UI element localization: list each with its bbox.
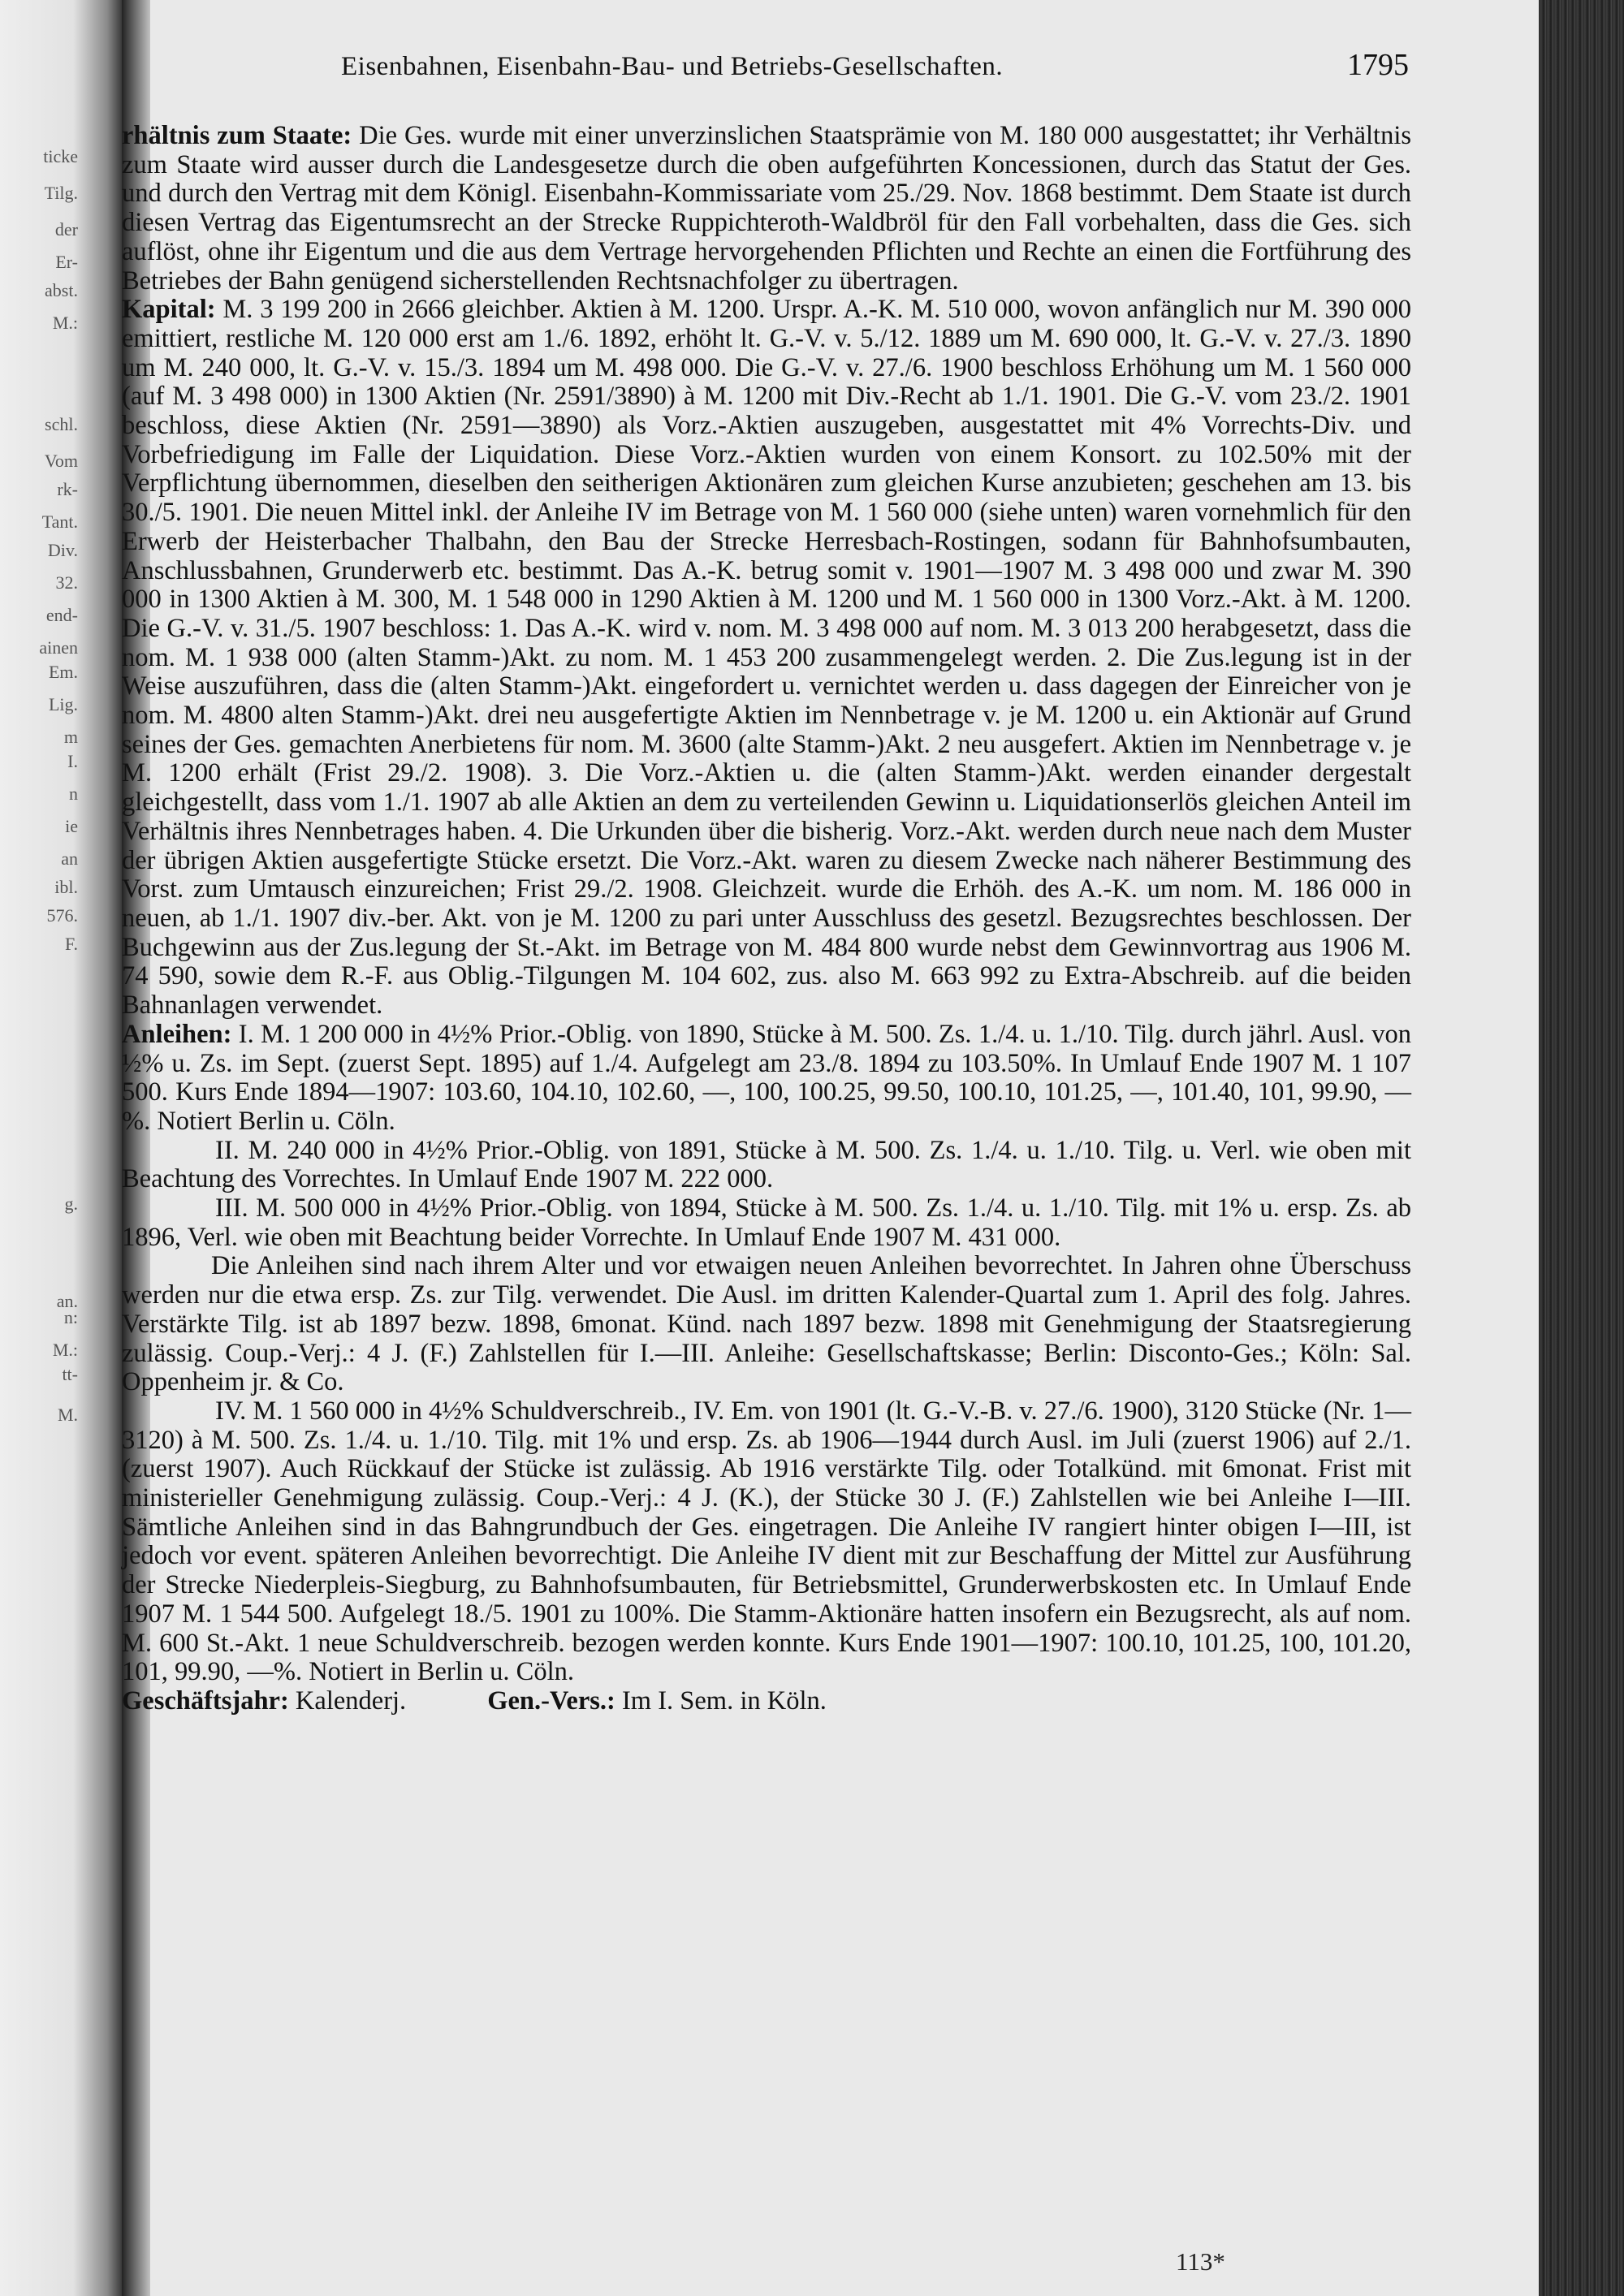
anleihe-i-text: I. M. 1 200 000 in 4½% Prior.-Oblig. von 1890, Stücke à M. 500. Zs. 1./4. u. 1./10. Tilg. durch jährl. Ausl. von ½% u. Zs. im Sept. (zuerst Sept. 1895) auf 1./4. Aufgelegt am 23./8. 1894 zu 103.50%. In Umlauf Ende 1907 M. 1 107 500. Kurs Ende 1894—1907: 103.60, 104.10, 102.60, —, 100, 100.25, 99.50, 100.10, 101.25, —, 101.40, 101, 99.90, —%. Notiert Berlin u. Cöln. bbox=[122, 1019, 1411, 1136]
left-facing-page bbox=[0, 0, 122, 2296]
geschaeftsjahr-text: Kalenderj. bbox=[288, 1685, 407, 1716]
left-page-fragment: Vom bbox=[44, 451, 78, 471]
anleihe-iv-paragraph: IV. M. 1 560 000 in 4½% Schuldverschreib., IV. Em. von 1901 (lt. G.-V.-B. v. 27./6. 1900), 3120 Stücke (Nr. 1—3120) à M. 500. Zs. 1./4. u. 1./10. Tilg. mit 1% und ersp. Zs. ab 1906—1944 durch Ausl. im Juli (zuerst 1906) auf 2./1. (zuerst 1907). Auch Rückkauf der Stücke ist zulässig. Ab 1916 verstärkte Tilg. oder Totalkünd. mit 6monat. Frist mit ministerieller Genehmigung zulässig. Coup.-Verj.: 4 J. (K.), der Stücke 30 J. (F.) Zahlstellen wie bei Anleihe I—III. Sämtliche Anleihen sind in das Bahngrundbuch der Ges. eingetragen. Die Anleihe IV rangiert hinter obigen I—III, ist jedoch vor event. späteren Anleihen bevorrechtigt. Die Anleihe IV dient mit zur Beschaffung der Mittel zur Ausführung der Strecke Niederpleis-Siegburg, zu Bahnhofsumbauten, für Betriebsmittel, Grunderwerbskosten etc. In Umlauf Ende 1907 M. 1 544 500. Aufgelegt 18./5. 1901 zu 100%. Die Stamm-Aktionäre hatten insofern ein Bezugsrecht, als auf nom. M. 600 St.-Akt. 1 neue Schuldverschreib. bezogen werden konnte. Kurs Ende 1901—1907: 100.10, 101.25, 100, 101.20, 101, 99.90, —%. Notiert in Berlin u. Cöln. bbox=[122, 1396, 1411, 1687]
signature-mark: 113* bbox=[1176, 2247, 1225, 2276]
left-page-fragment: tt- bbox=[62, 1364, 78, 1384]
left-page-fragment: Tilg. bbox=[44, 183, 78, 203]
left-page-fragment: g. bbox=[64, 1193, 78, 1214]
anleihen-label: Anleihen: bbox=[122, 1019, 232, 1049]
left-page-fragment: F. bbox=[65, 934, 78, 954]
left-page-fragment: schl. bbox=[45, 414, 78, 434]
article-body bbox=[122, 122, 1411, 1716]
kapital-paragraph bbox=[122, 296, 1411, 1021]
generalversammlung bbox=[487, 1687, 827, 1716]
left-page-fragment: ie bbox=[65, 816, 78, 836]
anleihe-ii-paragraph: II. M. 240 000 in 4½% Prior.-Oblig. von 1891, Stücke à M. 500. Zs. 1./4. u. 1./10. Tilg. u. Verl. wie oben mit Beachtung des Vorrechtes. In Umlauf Ende 1907 M. 222 000. bbox=[122, 1135, 1411, 1194]
page-number: 1795 bbox=[1347, 48, 1409, 82]
left-page-fragment: ainen bbox=[39, 637, 78, 658]
left-page-fragment: Lig. bbox=[48, 694, 78, 714]
left-page-fragment: M.: bbox=[52, 313, 78, 333]
left-page-fragment: Er- bbox=[55, 252, 78, 272]
footer-line bbox=[122, 1687, 1411, 1716]
staat-text: Die Ges. wurde mit einer unverzinslichen Staatsprämie von M. 180 000 ausgestattet; ihr Verhältnis zum Staate wird ausser durch die Landesgesetze durch die oben aufgeführten Koncessionen, durch das Statut der Ges. und durch den Vertrag mit dem Königl. Eisenbahn-Kommissariate vom 25./29. Nov. 1868 bestimmt. Dem Staate ist durch diesen Vertrag das Eigentumsrecht an der Strecke Ruppichteroth-Waldbröl für den Fall vorbehalten, dass die Ges. sich auflöst, ohne ihr Eigentum und die aus dem Vertrage hervorgehenden Pflichten und Rechte an einen die Fortführung des Betriebes der Bahn genügend sicherstellenden Rechtsnachfolger zu übertragen. bbox=[122, 121, 1411, 296]
anleihen-paragraph bbox=[122, 1021, 1411, 1137]
anleihe-iii-paragraph: III. M. 500 000 in 4½% Prior.-Oblig. von 1894, Stücke à M. 500. Zs. 1./4. u. 1./10. Tilg. mit 1% u. ersp. Zs. ab 1896, Verl. wie oben mit Beachtung beider Vorrechte. In Umlauf Ende 1907 M. 431 000. bbox=[122, 1193, 1411, 1252]
left-page-fragment: an bbox=[61, 848, 78, 869]
generalversammlung-text: Im I. Sem. in Köln. bbox=[615, 1685, 827, 1716]
left-page-fragment: n bbox=[69, 783, 78, 804]
kapital-text: M. 3 199 200 in 2666 gleichber. Aktien à M. 1200. Urspr. A.-K. M. 510 000, wovon anfänglich nur M. 390 000 emittiert, restliche M. 120 000 erst am 1./6. 1892, erhöht lt. G.-V. v. 5./12. 1889 um M. 690 000, lt. G.-V. v. 27./3. 1890 um M. 240 000, lt. G.-V. v. 15./3. 1894 um M. 498 000. Die G.-V. v. 27./6. 1900 beschloss Erhöhung um M. 1 560 000 (auf M. 3 498 000) in 1300 Aktien (Nr. 2591/3890) à M. 1200 mit Div.-Recht ab 1./1. 1901. Die G.-V. vom 23./2. 1901 beschloss, diese Aktien (Nr. 2591—3890) als Vorz.-Aktien auszugeben, ausgestattet mit 4% Vorrechts-Div. und Vorbefriedigung im Falle der Liquidation. Diese Vorz.-Aktien wurden von einem Konsort. zu 102.50% mit der Verpflichtung übernommen, dieselben den seitherigen Aktionären zum gleichen Kurse anzubieten; geschehen am 13. bis 30./5. 1901. Die neuen Mittel inkl. der Anleihe IV im Betrage von M. 1 560 000 (siehe unten) waren vornehmlich für den Erwerb der Heisterbacher Thalbahn, den Bau der Strecke Herresbach-Rostingen, sodann für Bahnhofsumbauten, Anschlussbahnen, Grunderwerb etc. bestimmt. Das A.-K. betrug somit v. 1901—1907 M. 3 498 000 und zwar M. 390 000 in 1300 Aktien à M. 300, M. 1 548 000 in 1290 Aktien à M. 1200 und M. 1 560 000 in 1300 Vorz.-Akt. à M. 1200. Die G.-V. v. 31./5. 1907 beschloss: 1. Das A.-K. wird v. nom. M. 3 498 000 auf nom. M. 3 013 200 herabgesetzt, dass die nom. M. 1 938 000 (alten Stamm-)Akt. zu nom. M. 1 453 200 zusammengelegt werden. 2. Die Zus.legung ist in der Weise auszuführen, dass die (alten Stamm-)Akt. eingefordert u. vernichtet werden u. dass dagegen der Einreicher von je nom. M. 4800 alten Stamm-)Akt. drei neu ausgefertigte Aktien im Nennbetrage v. je M. 1200 u. ein Aktionär auf Grund seines der Ges. gemachten Anerbietens für nom. M. 3600 (alte Stamm-)Akt. 2 neu ausgefert. Aktien im Nennbetrage v. je M. 1200 erhält (Frist 29./2. 1908). 3. Die Vorz.-Aktien u. die (alten Stamm-)Akt. werden einander dergestalt gleichgestellt, dass vom 1./1. 1907 ab alle Aktien an dem zu verteilenden Gewinn u. Liquidationserlös gleichen Anteil im Verhältnis ihres Nennbetrages haben. 4. Die Urkunden über die bisherig. Vorz.-Akt. werden durch neue nach dem Muster der übrigen Aktien ausgefertigte Stücke ersetzt. Die Vorz.-Akt. waren zu diesem Zwecke nach näherer Bestimmung des Vorst. zum Umtausch einzureichen; Frist 29./2. 1908. Gleichzeit. wurde die Erhöh. des A.-K. um nom. M. 186 000 in neuen, ab 1./1. 1907 div.-ber. Akt. von je M. 1200 zu pari unter Ausschluss des gesetzl. Bezugsrechtes beschlossen. Der Buchgewinn aus der Zus.legung der St.-Akt. im Betrage von M. 484 800 wurde nebst dem Gewinnvortrag aus 1906 M. 74 590, sowie dem R.-F. aus Oblig.-Tilgungen M. 104 602, zus. also M. 663 992 zu Extra-Abschreib. auf die beiden Bahnanlagen verwendet. bbox=[122, 295, 1411, 1021]
left-page-fragment: Div. bbox=[47, 540, 78, 560]
generalversammlung-label: Gen.-Vers.: bbox=[487, 1685, 615, 1716]
left-page-fragment: abst. bbox=[45, 280, 78, 300]
page-edge bbox=[1539, 0, 1624, 2296]
kapital-label: Kapital: bbox=[122, 295, 216, 325]
left-page-fragment: ticke bbox=[43, 146, 78, 166]
running-title: Eisenbahnen, Eisenbahn-Bau- und Betriebs-Gesellschaften. bbox=[341, 52, 1004, 81]
geschaeftsjahr bbox=[122, 1687, 406, 1716]
staat-label: rhältnis zum Staate: bbox=[122, 121, 352, 150]
left-page-fragment: an. bbox=[56, 1291, 78, 1311]
left-page-fragment: ibl. bbox=[54, 877, 78, 897]
left-page-fragment: m bbox=[63, 727, 78, 747]
left-page-fragment: M.: bbox=[52, 1340, 78, 1360]
left-page-fragment: 32. bbox=[55, 572, 78, 593]
left-page-fragment: der bbox=[54, 219, 78, 240]
left-page-fragment: Tant. bbox=[41, 511, 78, 532]
left-page-fragment: I. bbox=[67, 751, 78, 771]
left-page-fragment: end- bbox=[45, 605, 78, 625]
left-page-fragment: 576. bbox=[46, 905, 78, 926]
left-page-fragment: rk- bbox=[57, 479, 78, 499]
left-page-fragment: n: bbox=[63, 1307, 78, 1327]
vorrecht-paragraph: Die Anleihen sind nach ihrem Alter und vor etwaigen neuen Anleihen bevorrechtet. In Jahren ohne Überschuss werden nur die etwa ersp. Zs. zur Tilg. verwendet. Die Ausl. im dritten Kalender-Quartal zum 1. April des folg. Jahres. Verstärkte Tilg. ist ab 1897 bezw. 1898, 6monat. Künd. nach 1897 bezw. 1898 mit Genehmigung der Staatsregierung zulässig. Coup.-Verj.: 4 J. (F.) Zahlstellen für I.—III. Anleihe: Gesellschaftskasse; Berlin: Disconto-Ges.; Köln: Sal. Oppenheim jr. & Co. bbox=[122, 1251, 1411, 1397]
left-page-fragment: Em. bbox=[48, 662, 78, 682]
running-header bbox=[341, 47, 1409, 88]
geschaeftsjahr-label: Geschäftsjahr: bbox=[122, 1685, 289, 1716]
left-page-fragment: M. bbox=[57, 1405, 78, 1425]
staat-paragraph bbox=[122, 122, 1411, 296]
